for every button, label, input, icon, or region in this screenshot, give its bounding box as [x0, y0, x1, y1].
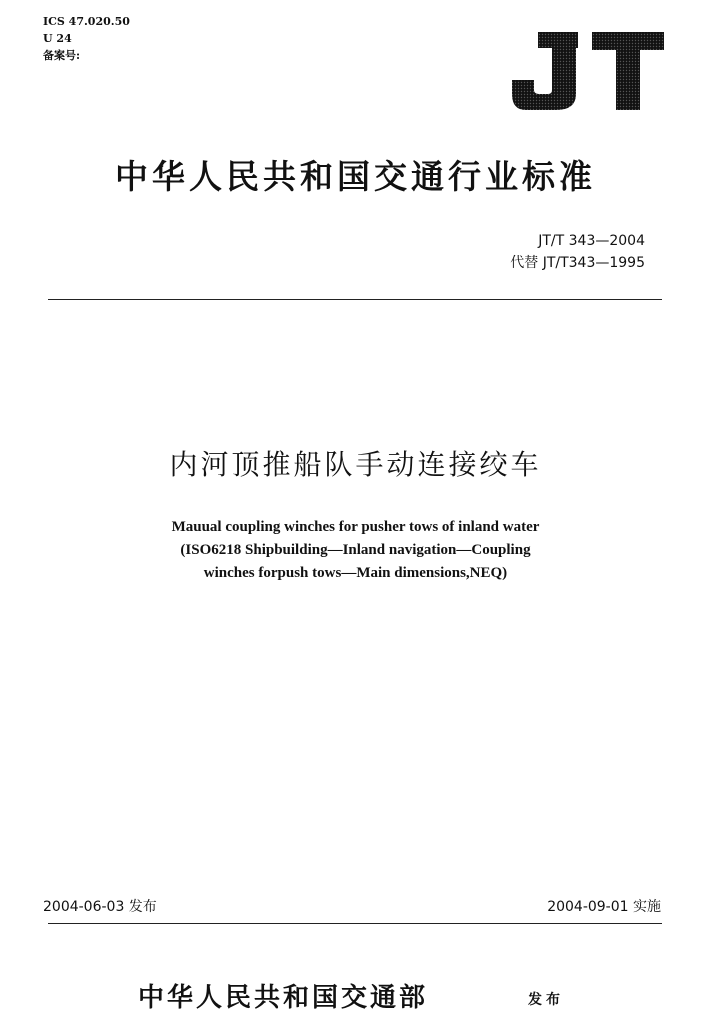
effective-date: 2004-09-01 实施: [547, 899, 661, 915]
document-title-zh: 内河顶推船队手动连接绞车: [169, 448, 542, 481]
replaces-standard: 代替 JT/T343—1995: [510, 255, 645, 271]
standard-category-title: 中华人民共和国交通行业标准: [115, 157, 596, 196]
header-divider: [48, 299, 662, 300]
title-en-line-3: winches forpush tows—Main dimensions,NEQ): [203, 565, 508, 581]
issue-date: 2004-06-03 发布: [43, 899, 157, 915]
classification-code: U 24: [43, 32, 72, 45]
document-title-en: [0, 516, 711, 585]
standard-code-block: [510, 230, 645, 274]
publisher-name: 中华人民共和国交通部: [138, 983, 429, 1013]
standard-code: JT/T 343—2004: [538, 233, 645, 249]
title-en-line-1: Mauual coupling winches for pusher tows of inland water: [171, 519, 540, 535]
filing-number-label: 备案号:: [43, 49, 81, 62]
title-en-line-2: (ISO6218 Shipbuilding—Inland navigation—Coupling: [180, 542, 531, 558]
jt-logo: [508, 30, 666, 112]
publish-label: 发布: [528, 992, 564, 1008]
footer-divider: [48, 923, 662, 924]
ics-code: ICS 47.020.50: [43, 15, 130, 28]
